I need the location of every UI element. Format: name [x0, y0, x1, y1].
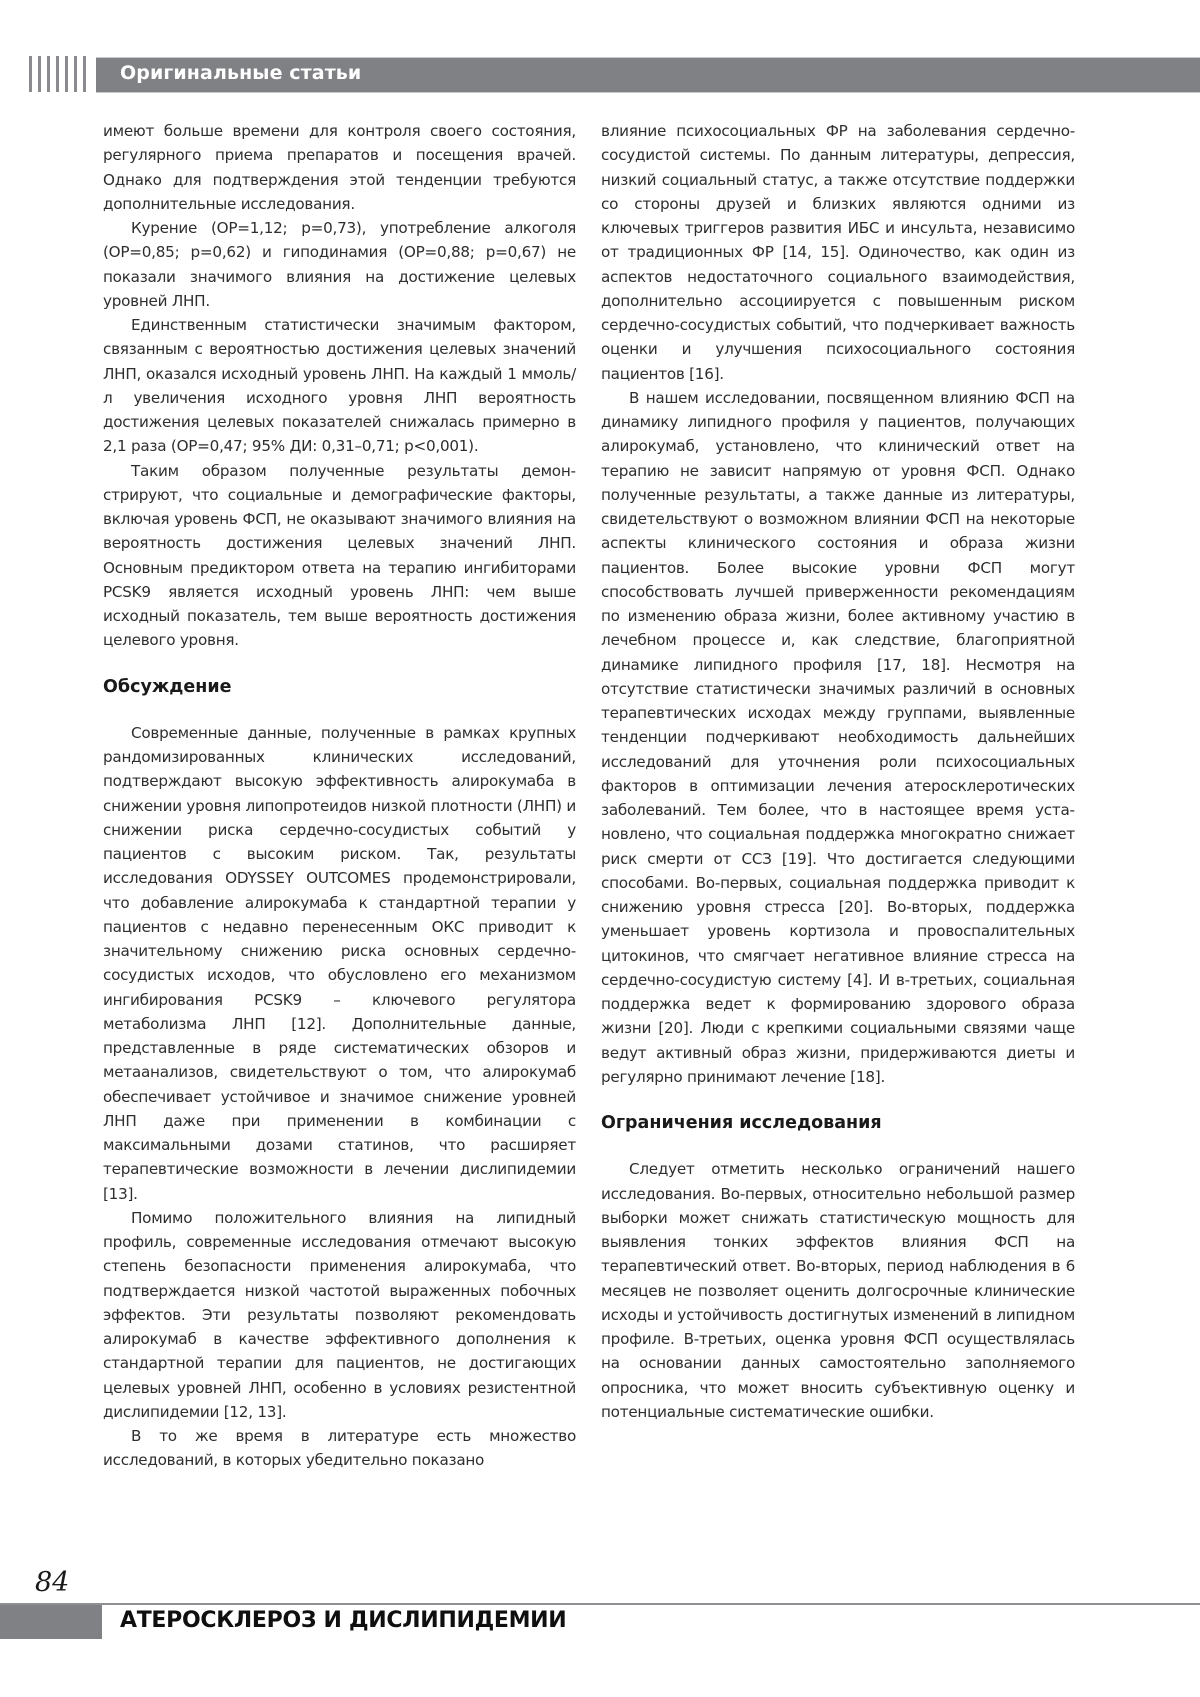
page-number: 84: [35, 1567, 70, 1598]
paragraph: Помимо положительного влияния на липидный профиль, современные исследования отмечают высокую степень безопасности применения алирокумаба, что подтверждается низкой частотой выраженных побочных эффектов. Эти результаты позволяют рекомендовать алирокумаб в качестве эффективного дополнения к стандартной терапии для пациентов, не достигающих целевых уровней ЛНП, особенно в условиях резистентной дислипидемии [12, 13].: [103, 1208, 576, 1421]
right-column: [601, 119, 1075, 1424]
paragraph: Таким образом полученные результаты демонстрируют, что социальные и демографические факторы, включая уровень ФСП, не оказывают значимого влияния на вероятность достижения целевых значений ЛНП. Основным предиктором ответа на терапию ингибиторами PCSK9 является исходный уровень ЛНП: чем выше исходный показатель, тем выше вероятность достижения целевого уровня.: [103, 461, 576, 650]
paragraph: В то же время в литературе есть множество исследований, в которых убедительно показано: [103, 1427, 576, 1470]
footer-divider: [0, 1603, 1200, 1605]
journal-title: АТЕРОСКЛЕРОЗ И ДИСЛИПИДЕМИИ: [120, 1608, 567, 1633]
heading-discussion: Обсуждение: [103, 676, 232, 697]
paragraph: Единственным статистически значимым фактором, связанным с вероятностью достижения целевых значений ЛНП, оказался исходный уровень ЛНП. На каждый 1 ммоль/л увеличения исходного уровня ЛНП вероятность достижения целевых показателей снижалась примерно в 2,1 раза (ОР=0,47; 95% ДИ: 0,31–0,71; p<0,001).: [103, 316, 576, 456]
footer-gray-block: [0, 1605, 102, 1639]
header-stripes-decoration: [29, 56, 93, 92]
paragraph: влияние психосоциальных ФР на заболевания сердечно-сосудистой системы. По данным литературы, депрессия, низкий социальный статус, а также отсутствие поддержки со стороны друзей и близких являются одними из ключевых триггеров развития ИБС и инсульта, независимо от традиционных ФР [14, 15]. Одиночество, как один из аспектов недостаточного социального взаимодействия, дополнительно ассоциируется с повышенным риском сердечно-сосудистых событий, что подчеркивает важность оценки и улучшения психосоциального состояния пациентов [16].: [601, 122, 1075, 383]
section-title: Оригинальные статьи: [120, 62, 362, 84]
paragraph: имеют больше времени для контроля своего состояния, регулярного приема препаратов и посещения врачей. Однако для подтверждения этой тенденции требуются дополнительные исследования.: [103, 122, 576, 213]
paragraph: Современные данные, полученные в рамках крупных рандомизированных клинических исследований, подтверждают высокую эффективность алирокумаба в снижении уровня липопротеидов низкой плотности (ЛНП) и снижении риска сердечно-сосудистых событий у пациентов с высоким риском. Так, результаты исследования ODYSSEY OUTCOMES продемонстрировали, что добавление алирокумаба к стандартной терапии у пациентов с недавно перенесенным ОКС приводит к значительному снижению риска основных сердечно-сосудистых исходов, что обусловлено его механизмом ингибирования PCSK9 – ключевого регулятора метаболизма ЛНП [12]. Дополнительные данные, представленные в ряде систематических обзоров и метаанализов, свидетельствуют о том, что алирокумаб обеспечивает устойчивое и значимое снижение уровней ЛНП даже при применении в комбинации с максимальными дозами статинов, что расширяет терапевтические возможности в лечении дислипидемии [13].: [103, 723, 576, 1203]
heading-limitations: Ограничения исследования: [601, 1113, 882, 1133]
paragraph: В нашем исследовании, посвященном влиянию ФСП на динамику липидного профиля у пациентов, получающих алирокумаб, установлено, что клинический ответ на терапию не зависит напрямую от уровня ФСП. Однако полученные результаты, а также данные из литературы, свидетельствуют о возможном влиянии ФСП на некоторые аспекты клинического состояния и образа жизни пациентов. Более высокие уровни ФСП могут способствовать лучшей приверженности рекомендациям по изменению образа жизни, более активному участию в лечебном процессе и, как следствие, благоприятной динамике липидного профиля [17, 18]. Несмотря на отсутствие статистически значимых различий в основных терапевтических исходах между группами, выявленные тенденции подчеркивают необходимость дальнейших исследований для уточнения роли психосоциальных факторов в оптимизации лечения атеросклеротических заболеваний. Тем более, что в настоящее время установлено, что социальная поддержка многократно снижает риск смерти от ССЗ [19]. Что достигается следующими способами. Во-первых, социальная поддержка приводит к снижению уровня стресса [20]. Во-вторых, поддержка уменьшает уровень кортизола и провоспалительных цитокинов, что смягчает негативное влияние стресса на сердечно-сосудистую систему [4]. И в-третьих, социальная поддержка ведет к формированию здорового образа жизни [20]. Люди с крепкими социальными связями чаще ведут активный образ жизни, придерживаются диеты и регулярно принимают лечение [18].: [601, 388, 1075, 1086]
paragraph: Следует отметить несколько ограничений нашего исследования. Во-первых, относительно небольшой размер выборки может снижать статистическую мощность для выявления тонких эффектов влияния ФСП на терапевтический ответ. Во-вторых, период наблюдения в 6 месяцев не позволяет оценить долгосрочные клинические исходы и устойчивость достигнутых изменений в липидном профиле. В-третьих, оценка уровня ФСП осуществлялась на основании данных самостоятельно заполняемого опросника, что может вносить субъективную оценку и потенциальные систематические ошибки.: [601, 1160, 1075, 1421]
paragraph: Курение (ОР=1,12; p=0,73), употребление алкоголя (ОР=0,85; p=0,62) и гиподинамия (ОР=0,88; p=0,67) не показали значимого влияния на достижение целевых уровней ЛНП.: [103, 219, 576, 310]
section-header-bar: [96, 57, 1200, 93]
left-column: [103, 119, 576, 1473]
